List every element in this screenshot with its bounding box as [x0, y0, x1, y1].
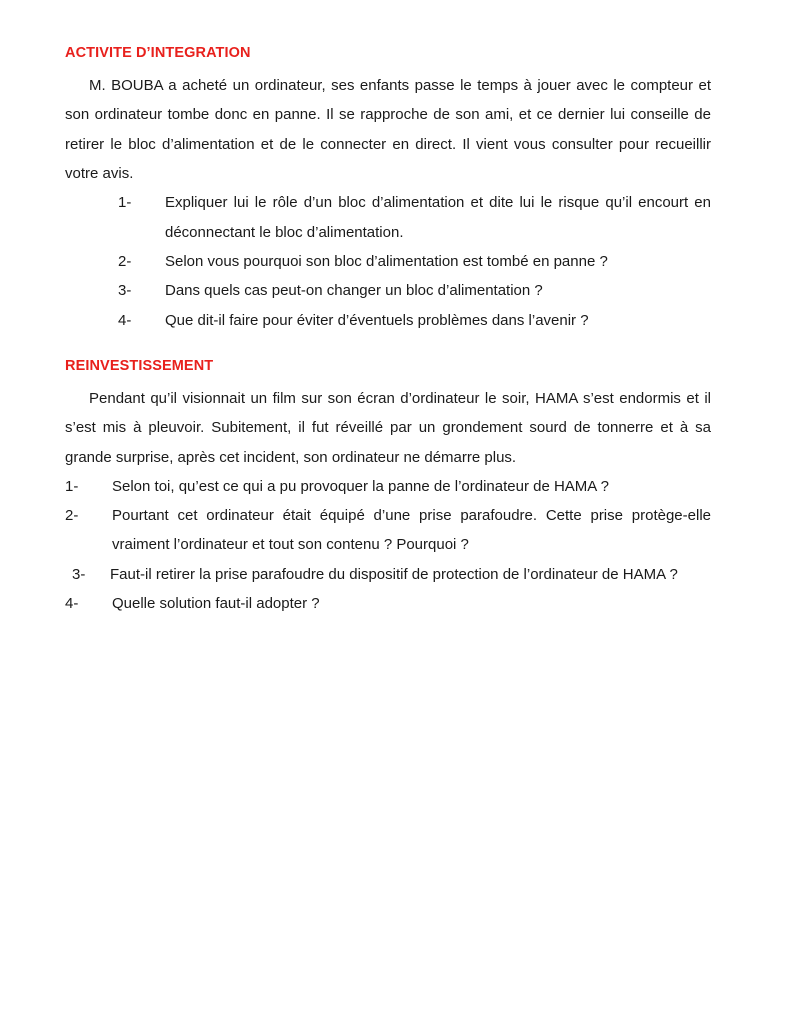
- section-heading-activite-integration: ACTIVITE D’INTEGRATION: [65, 45, 251, 61]
- list-item-text: Dans quels cas peut-on changer un bloc d’alimentation ?: [165, 282, 543, 300]
- list-item: [72, 560, 711, 589]
- question-list-reinvestissement: [65, 472, 711, 618]
- list-item-number: 4-: [118, 311, 132, 329]
- list-item-number: 2-: [118, 252, 132, 270]
- list-item-text: Pourtant cet ordinateur était équipé d’une prise parafoudre. Cette prise protège-elle vraiment l’ordinateur et tout son contenu ? Pourquoi ?: [112, 507, 711, 554]
- paragraph-activite-integration: M. BOUBA a acheté un ordinateur, ses enfants passe le temps à jouer avec le compteur et son ordinateur tombe donc en panne. Il se rapproche de son ami, et ce dernier lui conseille de retirer le bloc d’alimentation et de le connecter en direct. Il vient vous consulter pour recueillir votre avis.: [65, 77, 711, 183]
- question-list-activite-integration: [65, 188, 711, 334]
- list-item: [118, 276, 711, 305]
- list-item-number: 1-: [65, 477, 79, 495]
- list-item-number: 3-: [72, 565, 86, 583]
- list-item: [118, 306, 711, 335]
- list-item: [65, 472, 711, 501]
- list-item-number: 3-: [118, 282, 132, 300]
- list-item: [65, 501, 711, 560]
- section-heading-reinvestissement: REINVESTISSEMENT: [65, 357, 214, 374]
- list-item-text: Que dit-il faire pour éviter d’éventuels problèmes dans l’avenir ?: [165, 311, 589, 329]
- document-body: [65, 44, 711, 618]
- list-item: [118, 188, 711, 247]
- list-item-number: 2-: [65, 507, 79, 525]
- list-item: [65, 589, 711, 618]
- paragraph-reinvestissement: Pendant qu’il visionnait un film sur son écran d’ordinateur le soir, HAMA s’est endormis et il s’est mis à pleuvoir. Subitement, il fut réveillé par un grondement sourd de tonnerre et à sa grande surprise, après cet incident, son ordinateur ne démarre plus.: [65, 389, 711, 466]
- list-item-text: Expliquer lui le rôle d’un bloc d’alimentation et dite lui le risque qu’il encourt en déconnectant le bloc d’alimentation.: [165, 194, 711, 241]
- list-item-number: 4-: [65, 595, 79, 612]
- list-item-text: Selon toi, qu’est ce qui a pu provoquer la panne de l’ordinateur de HAMA ?: [112, 477, 609, 495]
- list-item-text: Selon vous pourquoi son bloc d’alimentation est tombé en panne ?: [165, 252, 608, 270]
- list-item-text: Faut-il retirer la prise parafoudre du dispositif de protection de l’ordinateur de HAMA ?: [110, 565, 678, 583]
- list-item: [118, 247, 711, 276]
- list-item-text: Quelle solution faut-il adopter ?: [112, 595, 320, 612]
- list-item-number: 1-: [118, 194, 132, 212]
